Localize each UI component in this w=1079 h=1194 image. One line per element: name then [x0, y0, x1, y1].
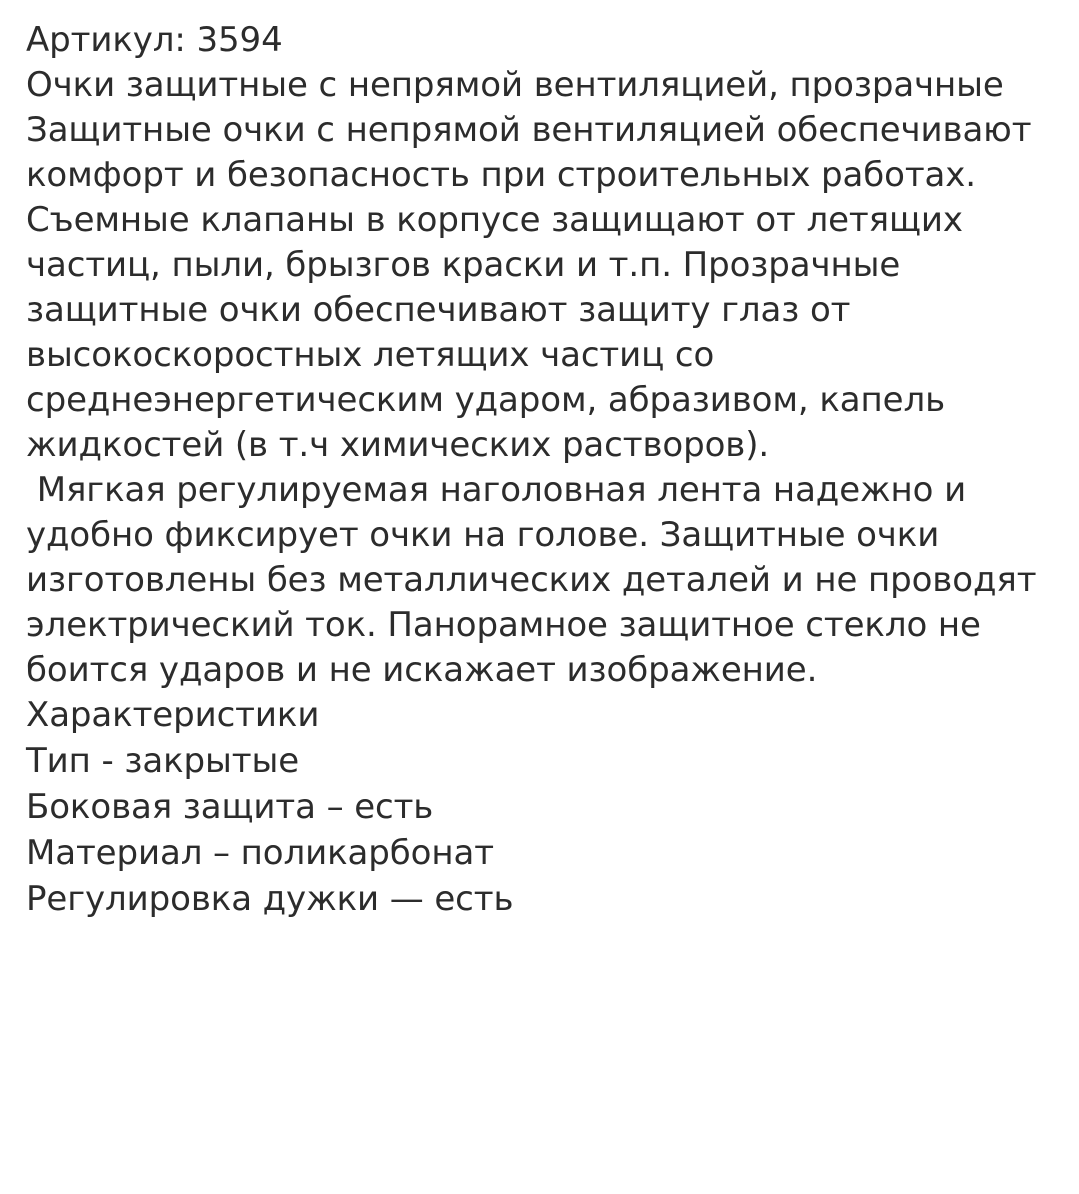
- product-title: Очки защитные с непрямой вентиляцией, прозрачные: [26, 65, 1004, 105]
- spec-item-side-protection: Боковая защита – есть: [26, 787, 434, 827]
- article-number-line: Артикул: 3594: [26, 20, 283, 60]
- specifications-heading: Характеристики: [26, 695, 320, 735]
- product-description-paragraph-2: Мягкая регулируемая наголовная лента надежно и удобно фиксирует очки на голове. Защитные очки изготовлены без металлических деталей и не проводят электрический ток. Панорамное защитное стекло не боится ударов и не искажает изображение.: [26, 470, 1048, 690]
- product-description-paragraph-1: Защитные очки с непрямой вентиляцией обеспечивают комфорт и безопасность при строительных работах. Съемные клапаны в корпусе защищают от летящих частиц, пыли, брызгов краски и т.п. Прозрачные защитные очки обеспечивают защиту глаз от высокоскоростных летящих частиц со среднеэнергетическим ударом, абразивом, капель жидкостей (в т.ч химических растворов).: [26, 110, 1043, 465]
- spec-item-temple-adjustment: Регулировка дужки — есть: [26, 879, 514, 919]
- spec-item-material: Материал – поликарбонат: [26, 833, 494, 873]
- spec-item-type: Тип - закрытые: [26, 741, 300, 781]
